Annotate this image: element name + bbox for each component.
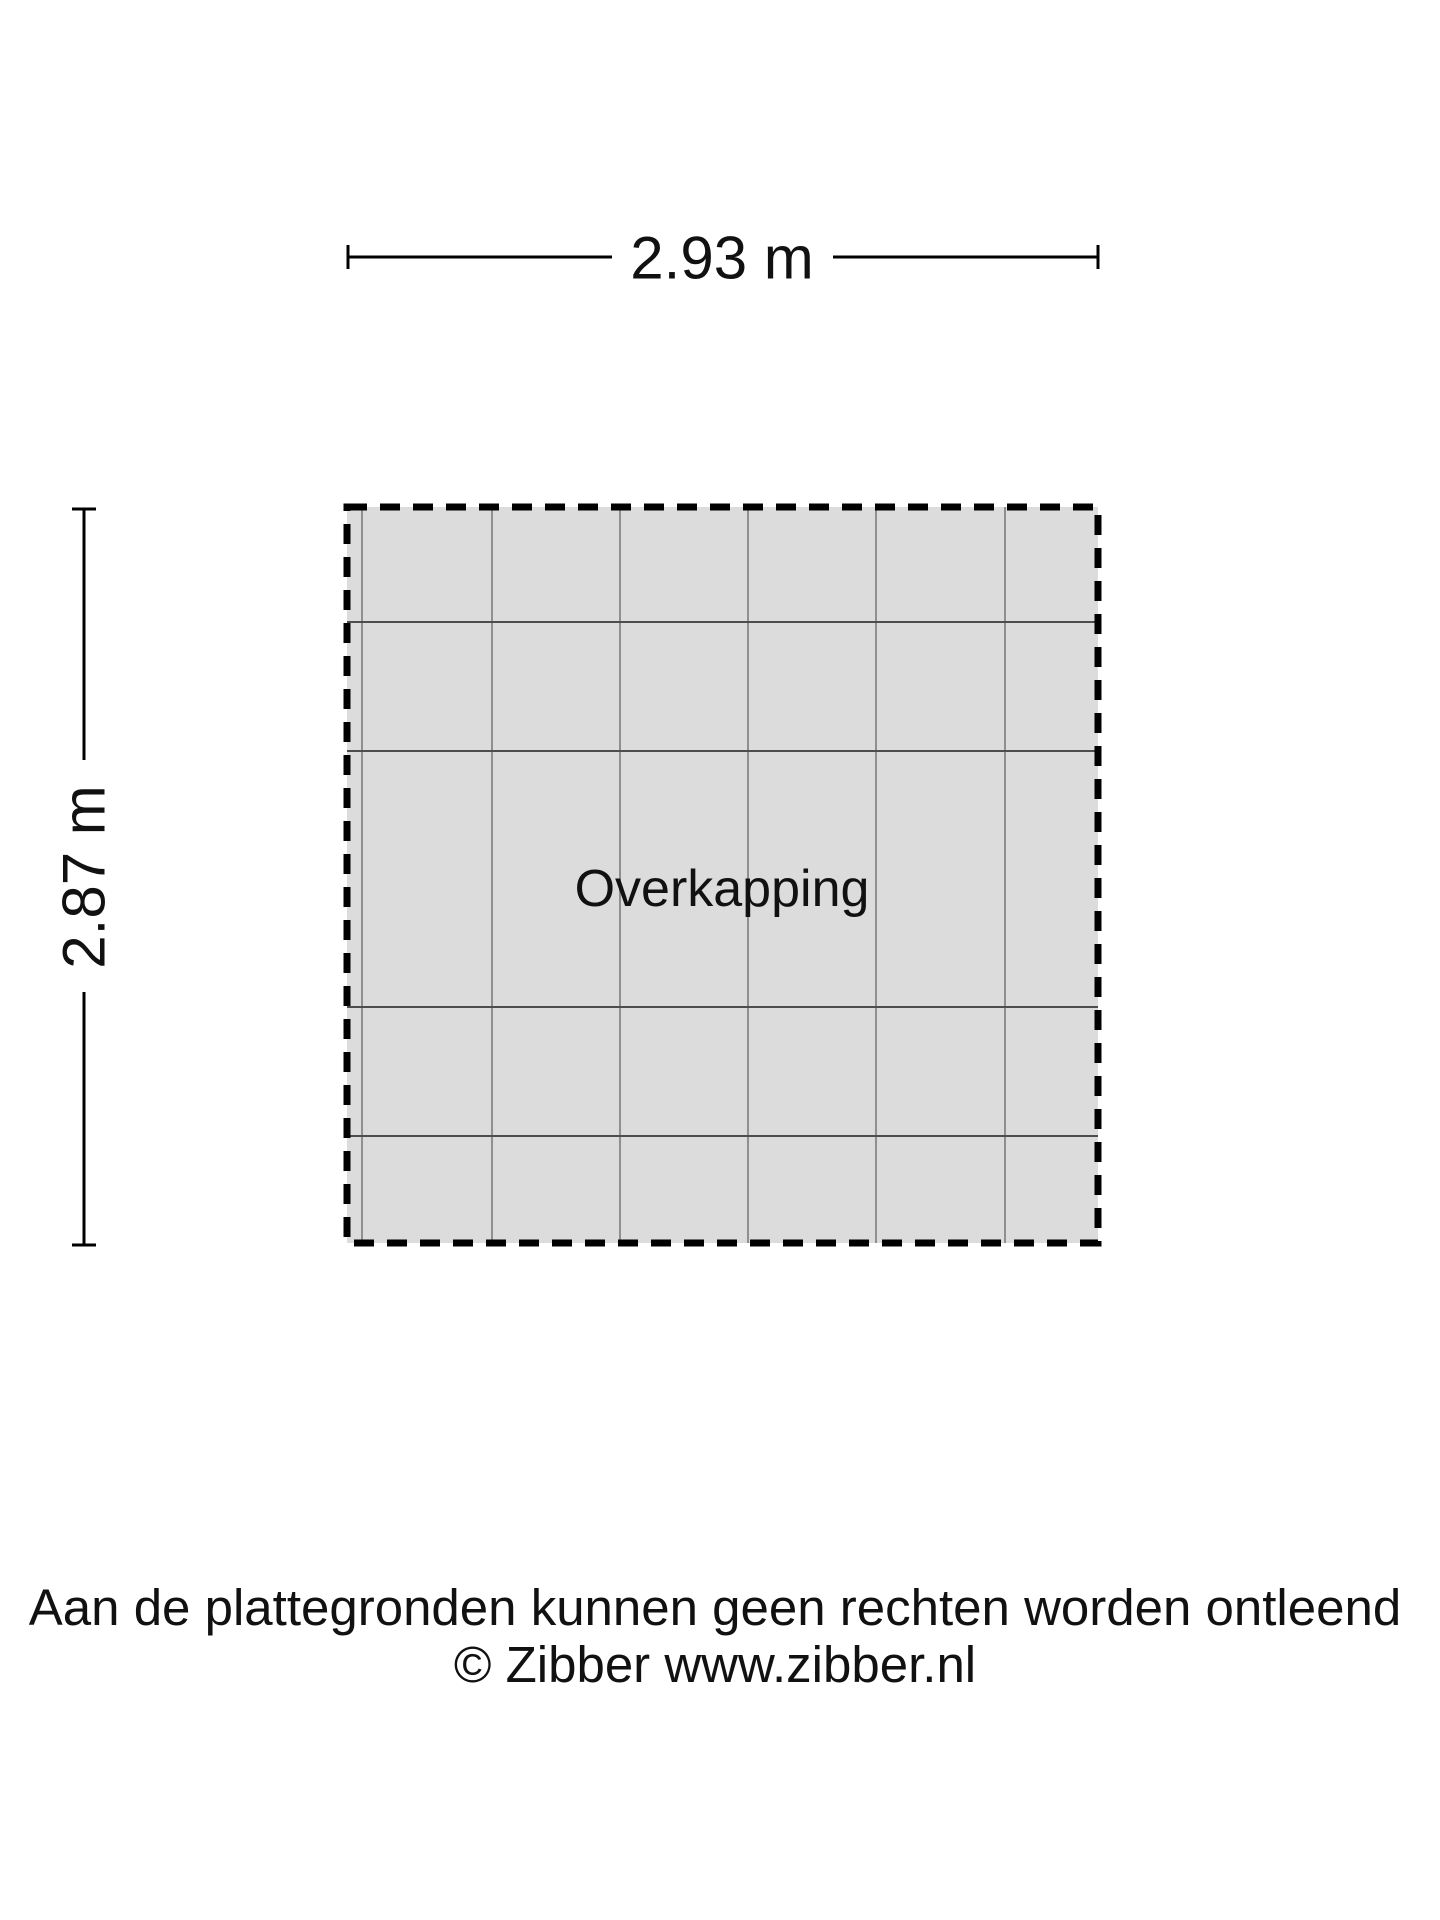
top-dimension	[348, 225, 1098, 292]
left-dimension-label: 2.87 m	[50, 785, 118, 969]
top-dimension-label: 2.93 m	[630, 224, 814, 292]
copyright-text: © Zibber www.zibber.nl	[453, 1636, 977, 1693]
room-overkapping	[347, 507, 1098, 1243]
disclaimer-text: Aan de plattegronden kunnen geen rechten worden ontleend	[28, 1579, 1402, 1636]
room-label: Overkapping	[574, 860, 870, 918]
left-dimension	[51, 509, 118, 1245]
footer-disclaimer	[29, 1579, 1401, 1693]
